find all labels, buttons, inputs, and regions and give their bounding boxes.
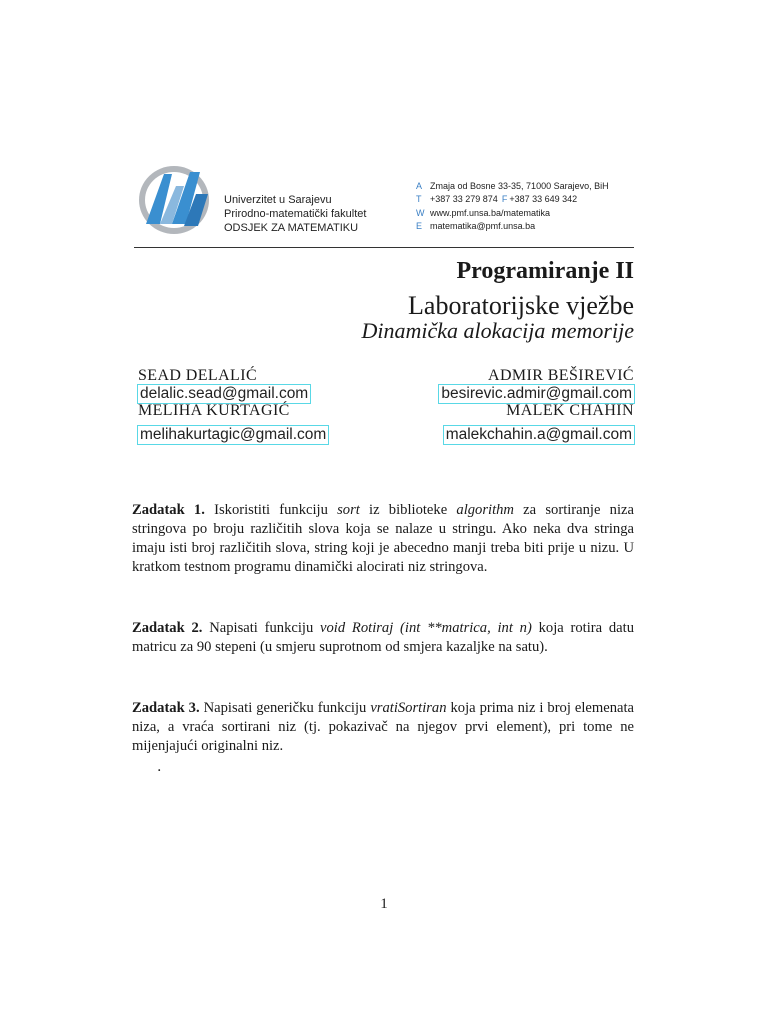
contact-web-row [416,207,609,220]
contact-email: matematika@pmf.unsa.ba [430,220,536,231]
page-number: 1 [380,896,388,912]
task-code: sort [337,502,360,518]
contact-email-row [416,220,609,233]
university-info [224,193,366,235]
author-name: ADMIR BEŠIREVIĆ [487,367,634,384]
task-text: koja rotira datu matricu za 90 stepeni (u smjeru suprotnom od smjera kazaljke na satu). [132,620,634,655]
author-email-link[interactable]: malekchahin.a@gmail.com [443,425,635,445]
address-letter: A [416,181,423,191]
task-code: vratiSortiran [370,700,447,716]
contact-phone-row [416,193,609,206]
task-label: Zadatak 3. [132,700,200,716]
web-letter: W [416,207,425,218]
task-code: void Rotiraj (int **matrica, int n) [320,620,532,636]
contact-fax: +387 33 649 342 [509,194,578,205]
author-email-link[interactable]: melihakurtagic@gmail.com [137,425,329,445]
contact-address: Zmaja od Bosne 33-35, 71000 Sarajevo, BiH [430,181,609,191]
task-text: za sortiranje niza stringova po broju različitih slova koja se nalaze u stringu. Ako neka dva stringa imaju isti broj različitih slova, string koji je abecedno manji treba biti prije u nizu. U kratkom testnom programu dinamički alocirati niz stringova. [132,502,634,575]
task-code: algorithm [456,502,514,518]
contact-address-row [416,180,609,193]
task-text: koja prima niz i broj elemenata niza, a vraća sortirani niz (tj. pokazivač na njegov prvi element), pri tome ne mijenjajući originalni niz. [132,700,635,754]
task-text: Iskoristiti funkciju [214,502,338,518]
task-label: Zadatak 1. [132,502,205,518]
document-title: Programiranje II [456,258,634,284]
author-email-link[interactable]: delalic.sead@gmail.com [137,384,311,404]
author-name: MALEK CHAHIN [506,402,634,419]
trailing-dot: . [157,759,162,775]
task-text: iz biblioteke [359,502,457,518]
task-label: Zadatak 2. [132,620,203,636]
task-text: Napisati generičku funkciju [203,700,371,716]
header-divider [134,247,634,248]
university-name: Univerzitet u Sarajevu [224,194,332,206]
author-name: MELIHA KURTAGIĆ [138,402,290,419]
phone-letter: T [416,194,422,205]
task-text: Napisati funkciju [209,620,321,636]
university-logo [138,164,214,236]
document-topic: Dinamička alokacija memorije [361,318,634,343]
task-1 [132,501,634,577]
author-email-link[interactable]: besirevic.admir@gmail.com [438,384,635,404]
faculty-name: Prirodno-matematički fakultet [224,208,367,220]
author-name: SEAD DELALIĆ [138,367,258,384]
department-name: ODSJEK ZA MATEMATIKU [224,222,359,234]
document-subtitle: Laboratorijske vježbe [408,291,634,320]
contact-web: www.pmf.unsa.ba/matematika [430,207,551,218]
email-letter: E [416,220,423,231]
contact-phone: +387 33 279 874 [430,194,498,205]
fax-letter: F [501,194,508,205]
contact-info [416,180,609,233]
task-2 [132,619,634,657]
task-3 [132,699,634,756]
